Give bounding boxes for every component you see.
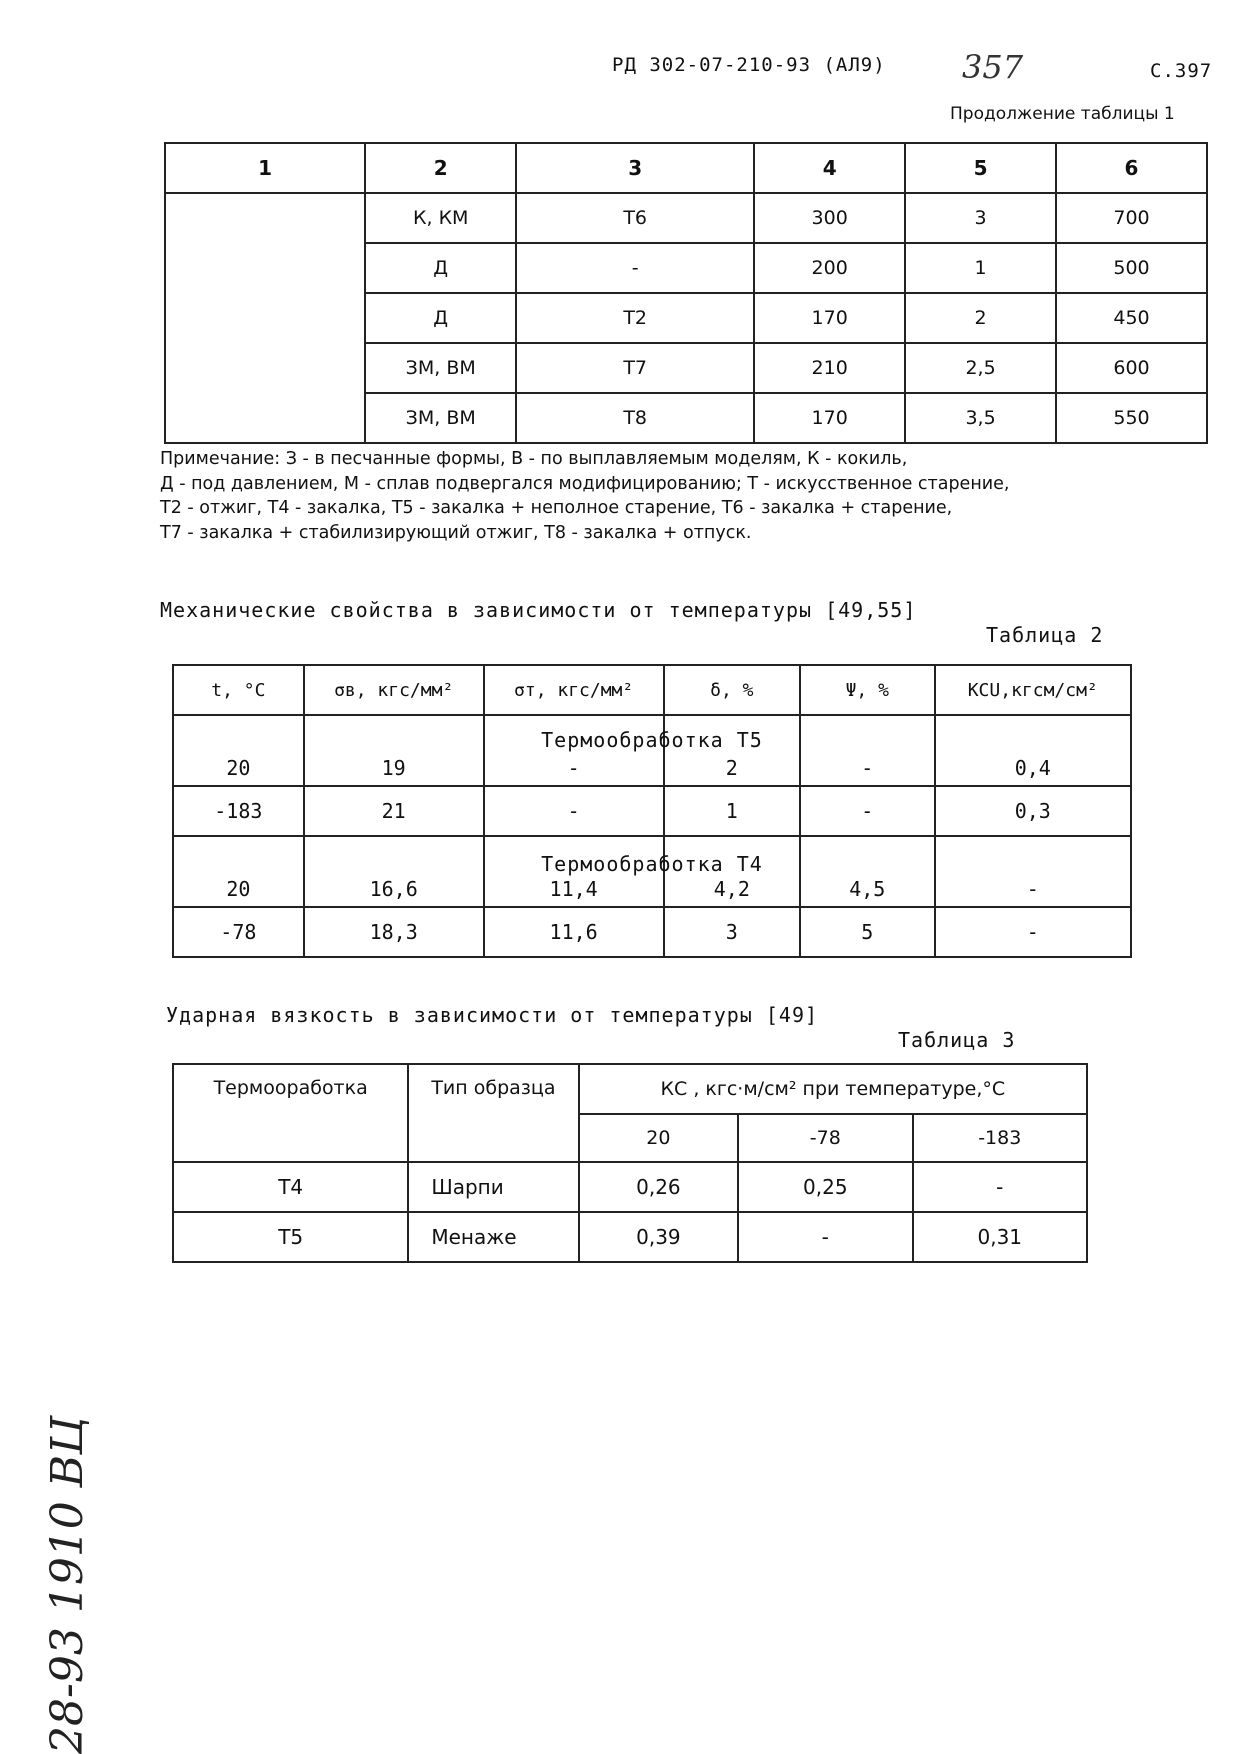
table-cell: 20 [173, 715, 304, 786]
table-row [173, 786, 1131, 836]
table-cell: 700 [1056, 193, 1207, 243]
column-header: σт, кгс/мм² [484, 665, 664, 715]
table-cell: - [516, 243, 754, 293]
table-cell: 11,6 [484, 907, 664, 957]
table-1-continuation [164, 142, 1208, 444]
table-3-impact-strength [172, 1063, 1088, 1263]
table-cell: Т2 [516, 293, 754, 343]
table-cell: 170 [754, 293, 905, 343]
table-cell: 18,3 [304, 907, 484, 957]
table-cell: Т8 [516, 393, 754, 443]
column-header: 2 [365, 143, 516, 193]
page-number: С.397 [1150, 60, 1213, 82]
table-cell: Д [365, 243, 516, 293]
column-header: Ψ, % [800, 665, 934, 715]
table-cell: 1 [664, 786, 800, 836]
table-cell: - [484, 786, 664, 836]
table-cell: - [913, 1162, 1087, 1212]
table-cell: 16,6 [304, 836, 484, 907]
column-header: -183 [913, 1114, 1087, 1162]
table-cell: 4,5 [800, 836, 934, 907]
table-cell: 550 [1056, 393, 1207, 443]
table-cell: 2,5 [905, 343, 1056, 393]
table-cell: Менаже [408, 1212, 578, 1262]
table-cell: 170 [754, 393, 905, 443]
table-cell: 1 [905, 243, 1056, 293]
table-header-row [173, 665, 1131, 715]
table-cell: - [800, 786, 934, 836]
column-header: 20 [579, 1114, 738, 1162]
table-3-caption: Ударная вязкость в зависимости от температуры [49] [166, 1003, 819, 1027]
table-cell: 3 [905, 193, 1056, 243]
table-cell: 11,4 [484, 836, 664, 907]
table-cell: 0,31 [913, 1212, 1087, 1262]
table-cell: - [935, 907, 1132, 957]
table-cell: Д [365, 293, 516, 343]
table-header-row [173, 1064, 1087, 1114]
table-2-caption: Механические свойства в зависимости от температуры [49,55] [160, 598, 917, 622]
table-continuation-label: Продолжение таблицы 1 [950, 104, 1175, 124]
table-cell: - [484, 715, 664, 786]
table-cell: -183 [173, 786, 304, 836]
table-cell: 500 [1056, 243, 1207, 293]
table-cell: 2 [664, 715, 800, 786]
table-cell: Т5 [173, 1212, 408, 1262]
table-cell: ЗМ, ВМ [365, 393, 516, 443]
note-line: Примечание: З - в песчанные формы, В - по выплавляемым моделям, К - кокиль, [160, 449, 908, 469]
table-cell: 0,3 [935, 786, 1132, 836]
table-cell: К, КМ [365, 193, 516, 243]
table-cell: 200 [754, 243, 905, 293]
table-note [160, 447, 1235, 545]
column-header: -78 [738, 1114, 912, 1162]
table-row [165, 193, 1207, 243]
column-header: 1 [165, 143, 365, 193]
table-cell: 0,4 [935, 715, 1132, 786]
table-cell: 3 [664, 907, 800, 957]
table-cell: 20 [173, 836, 304, 907]
table-cell: Т4 [173, 1162, 408, 1212]
treatment-label-t4: Термообработка Т4 [541, 852, 763, 876]
note-line: Д - под давлением, М - сплав подвергался модифицированию; Т - искусственное старение, [160, 473, 1010, 494]
table-cell: 4,2 [664, 836, 800, 907]
table-cell: 0,25 [738, 1162, 912, 1212]
table-cell: 19 [304, 715, 484, 786]
column-header: 6 [1056, 143, 1207, 193]
table-cell: 0,39 [579, 1212, 738, 1262]
table-cell-empty [165, 193, 365, 443]
table-cell: 21 [304, 786, 484, 836]
column-header: t, °С [173, 665, 304, 715]
note-line: Т7 - закалка + стабилизирующий отжиг, Т8 - закалка + отпуск. [160, 522, 752, 543]
table-cell: - [800, 715, 934, 786]
column-header: KCU,кгсм/см² [935, 665, 1132, 715]
table-2-mechanical-properties [172, 664, 1132, 958]
table-cell: Т6 [516, 193, 754, 243]
table-cell: -78 [173, 907, 304, 957]
column-header: σв, кгс/мм² [304, 665, 484, 715]
handwritten-stamp: 357 [962, 48, 1024, 86]
table-cell: 0,26 [579, 1162, 738, 1212]
table-cell: 450 [1056, 293, 1207, 343]
column-header: 4 [754, 143, 905, 193]
table-cell: Шарпи [408, 1162, 578, 1212]
column-header: Тип образца [408, 1064, 578, 1162]
table-row [173, 1162, 1087, 1212]
table-cell: 300 [754, 193, 905, 243]
table-header-row [165, 143, 1207, 193]
table-cell: - [738, 1212, 912, 1262]
table-cell: 5 [800, 907, 934, 957]
treatment-label-t5: Термообработка Т5 [541, 728, 763, 752]
table-cell: 600 [1056, 343, 1207, 393]
table-cell: Т7 [516, 343, 754, 393]
table-cell: - [935, 836, 1132, 907]
column-header: 3 [516, 143, 754, 193]
table-row [173, 1212, 1087, 1262]
column-header: δ, % [664, 665, 800, 715]
table-cell: ЗМ, ВМ [365, 343, 516, 393]
column-header: Термооработка [173, 1064, 408, 1162]
table-cell: 2 [905, 293, 1056, 343]
table-3-label: Таблица 3 [898, 1028, 1016, 1052]
document-code: РД 302-07-210-93 (АЛ9) [612, 54, 886, 76]
table-cell: 210 [754, 343, 905, 393]
table-row [173, 907, 1131, 957]
table-cell: 3,5 [905, 393, 1056, 443]
margin-handwriting: 28-93 1910 ВЦ [42, 1416, 93, 1754]
column-header-span: КС , кгс·м/см² при температуре,°С [579, 1064, 1087, 1114]
note-line: Т2 - отжиг, Т4 - закалка, Т5 - закалка + неполное старение, Т6 - закалка + старение, [160, 498, 953, 518]
table-2-label: Таблица 2 [986, 623, 1104, 647]
column-header: 5 [905, 143, 1056, 193]
